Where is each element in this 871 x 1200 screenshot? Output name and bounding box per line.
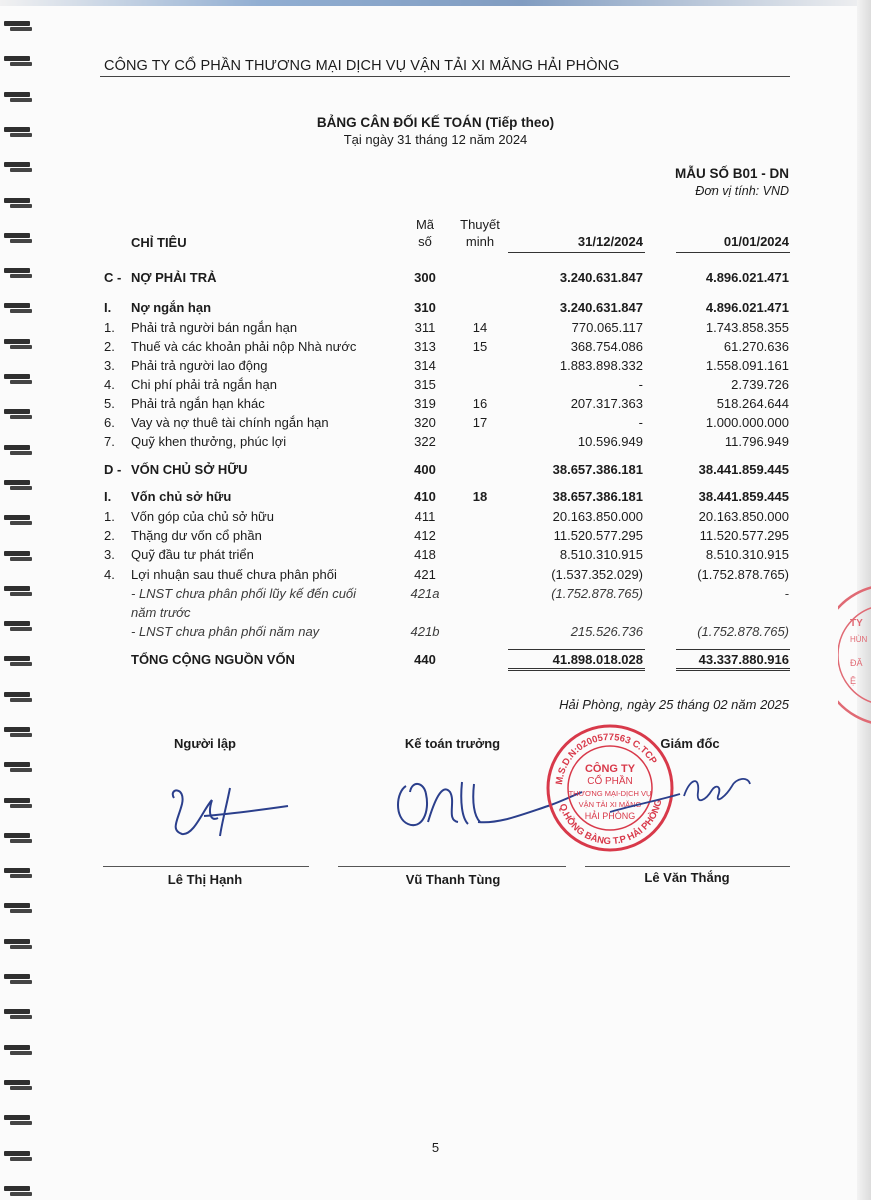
row-label: - LNST chưa phân phối năm nay: [131, 624, 320, 639]
binding-ring: [4, 53, 34, 69]
preparer-signature: [160, 778, 300, 840]
row-value-current: 1.883.898.332: [559, 358, 643, 373]
total-line-current: [508, 649, 645, 650]
binding-ring: [4, 900, 34, 916]
header-rule: [100, 76, 790, 77]
accountant-name: Vũ Thanh Tùng: [405, 872, 501, 887]
binding-ring: [4, 689, 34, 705]
table-row: [0, 320, 871, 338]
director-signature-line: [585, 866, 790, 867]
row-label: Quỹ đầu tư phát triển: [131, 547, 254, 562]
row-note: 18: [472, 489, 488, 504]
row-value-prior: 43.337.880.916: [698, 652, 789, 667]
total-double-line-current-b: [508, 670, 645, 671]
row-label: Nợ ngắn hạn: [131, 300, 212, 315]
form-code: MẪU SỐ B01 - DN: [674, 166, 789, 181]
row-value-current: 770.065.117: [571, 320, 643, 335]
row-number: 1.: [104, 320, 115, 335]
preparer-name: Lê Thị Hạnh: [167, 872, 243, 887]
row-value-prior: 1.743.858.355: [705, 320, 789, 335]
svg-text:TY: TY: [850, 618, 863, 629]
binding-ring: [4, 18, 34, 34]
table-row: [0, 547, 871, 565]
row-value-current: 38.657.386.181: [552, 489, 643, 504]
table-row: [0, 300, 871, 318]
row-value-current: (1.537.352.029): [551, 567, 643, 582]
row-code: 315: [414, 377, 436, 392]
table-row: [0, 270, 871, 288]
accountant-signature-line: [338, 866, 566, 867]
row-code: 421: [414, 567, 436, 582]
header-underline-current: [508, 252, 645, 253]
table-row: [0, 377, 871, 395]
row-note: 16: [472, 396, 488, 411]
table-row: [0, 415, 871, 433]
row-value-current: 3.240.631.847: [559, 300, 643, 315]
row-label: NỢ PHẢI TRẢ: [131, 270, 217, 285]
row-value-current: 8.510.310.915: [559, 547, 643, 562]
row-code: 314: [414, 358, 436, 373]
row-value-current: 3.240.631.847: [559, 270, 643, 285]
page-number: 5: [431, 1140, 440, 1155]
row-value-current: 41.898.018.028: [552, 652, 643, 667]
svg-text:THƯƠNG MẠI-DỊCH VỤ: THƯƠNG MẠI-DỊCH VỤ: [568, 789, 652, 798]
row-value-prior: 4.896.021.471: [705, 270, 789, 285]
header-underline-prior: [676, 252, 790, 253]
binding-ring: [4, 795, 34, 811]
binding-ring: [4, 759, 34, 775]
currency-unit: Đơn vị tính: VND: [695, 184, 789, 198]
table-row: [0, 509, 871, 527]
row-code: 418: [414, 547, 436, 562]
row-value-prior: 20.163.850.000: [698, 509, 789, 524]
row-value-current: -: [638, 415, 643, 430]
row-code: 320: [414, 415, 436, 430]
row-note: 17: [472, 415, 488, 430]
binding-ring: [4, 195, 34, 211]
place-date: Hải Phòng, ngày 25 tháng 02 năm 2025: [559, 697, 789, 712]
binding-ring: [4, 971, 34, 987]
row-label: Phải trả người bán ngắn hạn: [131, 320, 298, 335]
row-value-current: 368.754.086: [570, 339, 643, 354]
binding-ring: [4, 1006, 34, 1022]
binding-ring: [4, 1183, 34, 1199]
row-number: I.: [104, 300, 112, 315]
header-item: CHỈ TIÊU: [131, 235, 187, 250]
row-label: Phải trả ngắn hạn khác: [131, 396, 265, 411]
header-note-line2: minh: [465, 234, 495, 249]
director-title: Giám đốc: [660, 736, 720, 751]
company-name: CÔNG TY CỔ PHẦN THƯƠNG MẠI DỊCH VỤ VẬN TẢI XI MĂNG HẢI PHÒNG: [104, 58, 620, 74]
header-note-line1: Thuyết: [460, 217, 500, 232]
table-row: [0, 567, 871, 585]
table-row: [0, 586, 871, 604]
binding-ring: [4, 159, 34, 175]
row-code: 411: [414, 509, 436, 524]
row-label: Quỹ khen thưởng, phúc lợi: [131, 434, 287, 449]
report-subtitle: Tại ngày 31 tháng 12 năm 2024: [343, 132, 528, 147]
row-label: Phải trả người lao động: [131, 358, 268, 373]
table-row: [0, 528, 871, 546]
row-label: Thuế và các khoản phải nộp Nhà nước: [131, 339, 357, 354]
row-value-prior: 38.441.859.445: [698, 489, 789, 504]
row-code: 300: [414, 270, 436, 285]
row-number: I.: [104, 489, 112, 504]
row-note: 14: [472, 320, 488, 335]
row-code: 319: [414, 396, 436, 411]
row-label: VỐN CHỦ SỞ HỮU: [131, 462, 248, 477]
row-number: 2.: [104, 339, 115, 354]
table-row: [0, 605, 871, 623]
row-number: 3.: [104, 547, 115, 562]
header-code-line2: số: [418, 234, 432, 249]
row-number: 6.: [104, 415, 115, 430]
binding-ring: [4, 230, 34, 246]
total-line-prior: [676, 649, 790, 650]
row-code: 440: [414, 652, 436, 667]
row-label: TỔNG CỘNG NGUỒN VỐN: [131, 652, 295, 667]
row-label: Chi phí phải trả ngắn hạn: [131, 377, 277, 392]
table-row: [0, 358, 871, 376]
row-number: 3.: [104, 358, 115, 373]
row-value-prior: (1.752.878.765): [697, 567, 789, 582]
row-code: 410: [414, 489, 436, 504]
row-code: 322: [414, 434, 436, 449]
director-signature: [600, 766, 760, 826]
row-label: Lợi nhuận sau thuế chưa phân phối: [131, 567, 337, 582]
svg-text:CỔ PHẦN: CỔ PHẦN: [587, 776, 633, 787]
row-number: 4.: [104, 377, 115, 392]
row-code: 412: [414, 528, 436, 543]
table-row: [0, 462, 871, 480]
row-note: 15: [472, 339, 488, 354]
row-value-current: (1.752.878.765): [551, 586, 643, 601]
row-value-prior: 2.739.726: [731, 377, 789, 392]
scan-top-band: [0, 0, 871, 6]
row-label: năm trước: [131, 605, 191, 620]
row-value-prior: 8.510.310.915: [705, 547, 789, 562]
director-name: Lê Văn Thắng: [644, 870, 730, 885]
row-value-current: 207.317.363: [570, 396, 643, 411]
table-row: [0, 489, 871, 507]
svg-text:HÙN: HÙN: [850, 635, 868, 644]
row-value-current: 11.520.577.295: [553, 528, 643, 543]
svg-text:Ệ: Ệ: [850, 676, 857, 686]
report-title: BẢNG CÂN ĐỐI KẾ TOÁN (Tiếp theo): [316, 115, 555, 130]
row-code: 400: [414, 462, 436, 477]
row-value-current: 10.596.949: [577, 434, 643, 449]
header-code-line1: Mã: [415, 217, 435, 232]
binding-ring: [4, 865, 34, 881]
row-value-prior: 1.558.091.161: [705, 358, 789, 373]
svg-text:VẬN TẢI XI MĂNG: VẬN TẢI XI MĂNG: [578, 800, 642, 809]
svg-text:ĐĂ: ĐĂ: [850, 658, 863, 668]
table-row: [0, 396, 871, 414]
header-col-current: 31/12/2024: [577, 234, 643, 249]
binding-ring: [4, 1042, 34, 1058]
row-code: 421b: [410, 624, 440, 639]
row-value-current: 20.163.850.000: [552, 509, 643, 524]
row-value-prior: -: [784, 586, 789, 601]
row-number: 1.: [104, 509, 115, 524]
binding-ring: [4, 936, 34, 952]
row-value-prior: 11.796.949: [724, 434, 789, 449]
row-number: 5.: [104, 396, 115, 411]
total-double-line-prior-b: [676, 670, 790, 671]
row-number: 2.: [104, 528, 115, 543]
binding-ring: [4, 89, 34, 105]
row-code: 421a: [410, 586, 440, 601]
partial-stamp-edge: [838, 580, 871, 730]
row-code: 311: [414, 320, 436, 335]
row-value-current: 38.657.386.181: [552, 462, 643, 477]
table-row: [0, 624, 871, 642]
row-number: C -: [104, 270, 122, 285]
binding-ring: [4, 830, 34, 846]
row-label: Vốn góp của chủ sở hữu: [131, 509, 274, 524]
preparer-signature-line: [103, 866, 309, 867]
row-value-prior: 1.000.000.000: [705, 415, 789, 430]
total-double-line-current-a: [508, 668, 645, 669]
row-value-prior: 38.441.859.445: [698, 462, 789, 477]
table-row: [0, 434, 871, 452]
row-label: - LNST chưa phân phối lũy kế đến cuối: [131, 586, 357, 601]
row-label: Vay và nợ thuê tài chính ngắn hạn: [131, 415, 329, 430]
row-value-current: -: [638, 377, 643, 392]
row-number: 4.: [104, 567, 115, 582]
svg-text:CÔNG TY: CÔNG TY: [584, 763, 636, 775]
row-value-prior: 518.264.644: [716, 396, 789, 411]
binding-ring: [4, 1112, 34, 1128]
binding-ring: [4, 1077, 34, 1093]
preparer-title: Người lập: [174, 736, 236, 751]
svg-text:Q.HỒNG BÀNG T.P HẢI PHÒNG: Q.HỒNG BÀNG T.P HẢI PHÒNG: [556, 798, 665, 848]
row-number: 7.: [104, 434, 115, 449]
row-code: 310: [414, 300, 436, 315]
row-value-current: 215.526.736: [570, 624, 643, 639]
binding-ring: [4, 724, 34, 740]
row-value-prior: 4.896.021.471: [705, 300, 789, 315]
row-label: Vốn chủ sở hữu: [131, 489, 232, 504]
row-label: Thặng dư vốn cổ phần: [131, 528, 262, 543]
row-code: 313: [414, 339, 436, 354]
header-col-prior: 01/01/2024: [723, 234, 789, 249]
svg-text:M.S.D.N:0200577563 C.TCP: M.S.D.N:0200577563 C.TCP: [554, 731, 659, 786]
row-value-prior: 11.520.577.295: [699, 528, 789, 543]
accountant-title: Kế toán trưởng: [404, 736, 501, 751]
total-double-line-prior-a: [676, 668, 790, 669]
table-row: [0, 339, 871, 357]
row-value-prior: 61.270.636: [723, 339, 789, 354]
svg-text:HẢI PHÒNG: HẢI PHÒNG: [584, 811, 636, 821]
row-value-prior: (1.752.878.765): [697, 624, 789, 639]
row-number: D -: [104, 462, 122, 477]
